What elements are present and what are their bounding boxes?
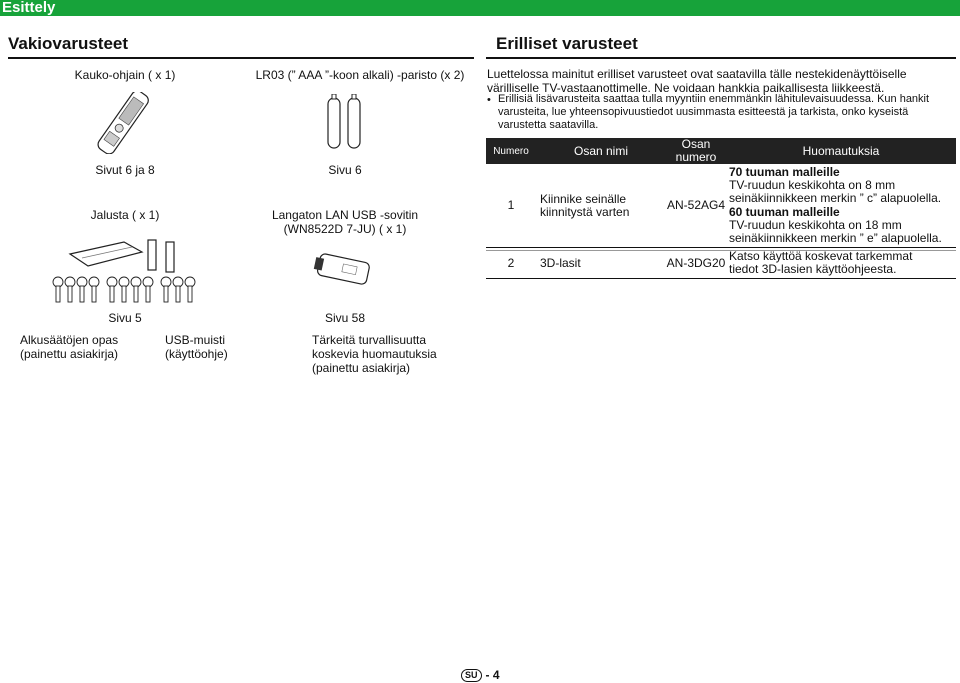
header-bar (0, 0, 960, 16)
table-row-divider (486, 250, 956, 251)
intro-line-1: Luettelossa mainitut erilliset varusteet ovat saatavilla tälle nestekidenäyttöiselle (487, 67, 907, 81)
usb-memory-label-1: USB-muisti (165, 333, 226, 347)
header-part-name: Osan nimi (536, 138, 666, 164)
header-part-number: Osan numero (666, 138, 726, 164)
row-notes: 70 tuuman malleille TV-ruudun keskikohta on 8 mm seinäkiinnikkeen merkin ” c” alapuolella. 60 tuuman malleille TV-ruudun keskikohta on 18 mm seinäkiinnikkeen merkin ” e” alapuolella. (729, 165, 942, 245)
bullet-dot: • (487, 94, 491, 106)
usb-memory-label-2: (käyttöohje) (165, 347, 228, 361)
row-part-number: AN-52AG4 (666, 198, 726, 212)
remote-label: Kauko-ohjain ( x 1) (74, 68, 176, 82)
row-number: 2 (507, 255, 515, 270)
table-row (486, 164, 956, 248)
bullet-line-1: Erillisiä lisävarusteita saattaa tulla myyntiin enemmänkin lähitulevaisuudessa. Kun hankit (498, 93, 930, 105)
stand-label: Jalusta ( x 1) (90, 208, 160, 222)
stand-icon (62, 236, 192, 276)
page-number: - 4 (485, 668, 500, 682)
lan-adapter-label-1: Langaton LAN USB -sovitin (271, 208, 419, 222)
header-title: Esittely (2, 0, 56, 16)
battery-label: LR03 (” AAA ”-koon alkali) -paristo (x 2) (255, 68, 465, 82)
row-part-name: 3D-lasit (540, 255, 581, 270)
safety-notes-label-3: (painettu asiakirja) (312, 361, 411, 375)
setup-guide-label-1: Alkusäätöjen opas (20, 333, 119, 347)
lan-page-ref: Sivu 58 (324, 311, 366, 325)
language-badge: SU (461, 669, 482, 682)
bullet-line-3: varustetta saatavilla. (498, 119, 599, 131)
bullet-line-2: varusteita, lue yhteensopivuustiedot uusimmasta esitteestä ja tarkista, onko kyseistä (498, 106, 909, 118)
optional-accessories-table (486, 138, 956, 279)
optional-accessories-title: Erilliset varusteet (486, 34, 956, 59)
row-part-name: Kiinnike seinälle kiinnitystä varten (540, 191, 630, 219)
remote-page-ref: Sivut 6 ja 8 (95, 163, 155, 177)
wireless-lan-adapter-icon (312, 252, 374, 290)
header-number: Numero (486, 138, 536, 164)
safety-notes-label-1: Tärkeitä turvallisuutta (312, 333, 427, 347)
table-header-row (486, 138, 956, 164)
screws-icon (52, 276, 202, 306)
header-notes: Huomautuksia (726, 138, 956, 164)
stand-page-ref: Sivu 5 (108, 311, 142, 325)
row-part-number: AN-3DG20 (666, 255, 726, 270)
lan-adapter-label-2: (WN8522D 7-JU) ( x 1) (283, 222, 407, 236)
battery-page-ref: Sivu 6 (328, 163, 362, 177)
remote-control-icon (94, 92, 154, 154)
table-row (486, 248, 956, 279)
page-footer (461, 668, 500, 682)
setup-guide-label-2: (painettu asiakirja) (20, 347, 119, 361)
batteries-icon (326, 94, 362, 150)
standard-accessories-title: Vakiovarusteet (8, 34, 474, 59)
row-notes: Katso käyttöä koskevat tarkemmat tiedot 3D-lasien käyttöohjeesta. (729, 249, 913, 276)
row-number: 1 (507, 198, 515, 212)
intro-line-2: värilliselle TV-vastaanottimelle. Ne voidaan hankkia paikallisesta liikkeestä. (487, 81, 885, 95)
safety-notes-label-2: koskevia huomautuksia (312, 347, 437, 361)
